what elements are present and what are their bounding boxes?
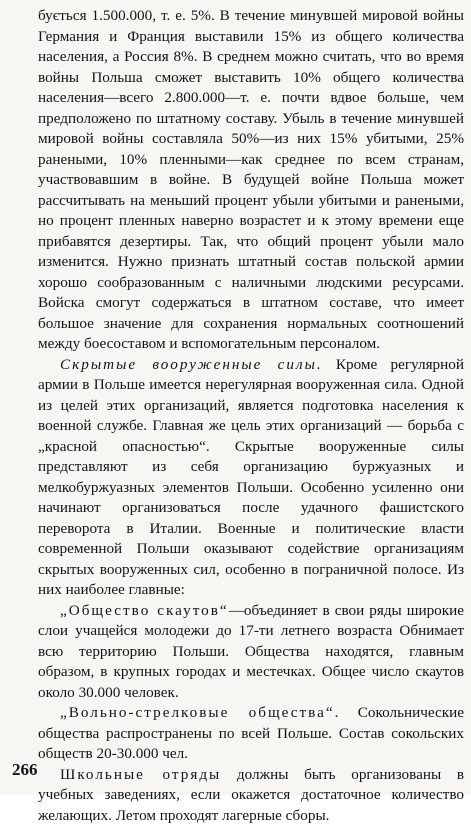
paragraph-hidden-forces bbox=[38, 355, 464, 601]
heading-rifle-societies: „Вольно-стрелковые общества“. bbox=[60, 704, 340, 721]
heading-scouts: „Общество скаутов“ bbox=[60, 602, 229, 619]
text-scouts: —объединяет в свои ряды широкие слои учащейся молодежи до 17-ти летнего возраста Обнимает всю территорию Польши. Общества находятся, главным образом, в крупных городах и местечках. Общее число скаутов около 30.000 человек. bbox=[38, 602, 464, 701]
paragraph-scouts bbox=[38, 601, 464, 704]
page-number: 266 bbox=[12, 760, 38, 780]
heading-school-units: Школьные отряды bbox=[60, 766, 221, 783]
paragraph-rifle-societies bbox=[38, 703, 464, 765]
heading-hidden-forces: Скрытые вооруженные силы. bbox=[60, 356, 323, 373]
body-text bbox=[38, 6, 464, 826]
text-hidden-forces: Кроме регулярной армии в Польше имеется нерегулярная вооруженная сила. Одной из целей этих организаций, является подготовка населения к военной службе. Главная же цель этих организаций — борьба с „красной опасностью“. Скрытые вооруженные силы представляют из себя организацию буржуазных и мелкобуржуазных элементов Польши. Особенно усиленно они начинают организоваться после удачного фашистского переворота в Италии. Военные и политические власти современной Польши оказывают содействие организациям скрытых вооруженных сил, особенно в пограничной полосе. Из них наиболее главные: bbox=[38, 356, 464, 599]
paragraph-school-units bbox=[38, 765, 464, 826]
text-school-units: должны быть организованы в учебных заведениях, если окажется достаточное количество желающих. Летом проходят лагерные сборы. bbox=[38, 766, 464, 824]
text-rifle-societies: Сокольнические общества распространены по всей Польше. Состав сокольских обществ 20-30.000 чел. bbox=[38, 704, 464, 762]
paragraph-manpower: бується 1.500.000, т. е. 5%. В течение минувшей мировой войны Германия и Франция выставили 15% из общего количества населения, а Россия 8%. В среднем можно считать, что во время войны Польша сможет выставить 10% общего количества населения—всего 2.800.000—т. е. почти вдвое больше, чем предположено по штатному составу. Убыль в течение минувшей мировой войны составляла 50%—из них 15% убитыми, 25% ранеными, 10% пленными—как среднее по всем странам, участвовавшим в войне. В будущей войне Польша может рассчитывать на меньший процент убыли убитыми и ранеными, но процент пленных наверно возрастет и к этому времени еще прибавятся дезертиры. Так, что общий процент убыли мало изменится. Нужно признать штатный состав польской армии хорошо сообразованным с наличными людскими ресурсами. Войска смогут содержаться в штатном составе, что имеет большое значение для сохранения нормальных соотношений между боесоставом и вспомогательным персоналом. bbox=[38, 6, 464, 355]
